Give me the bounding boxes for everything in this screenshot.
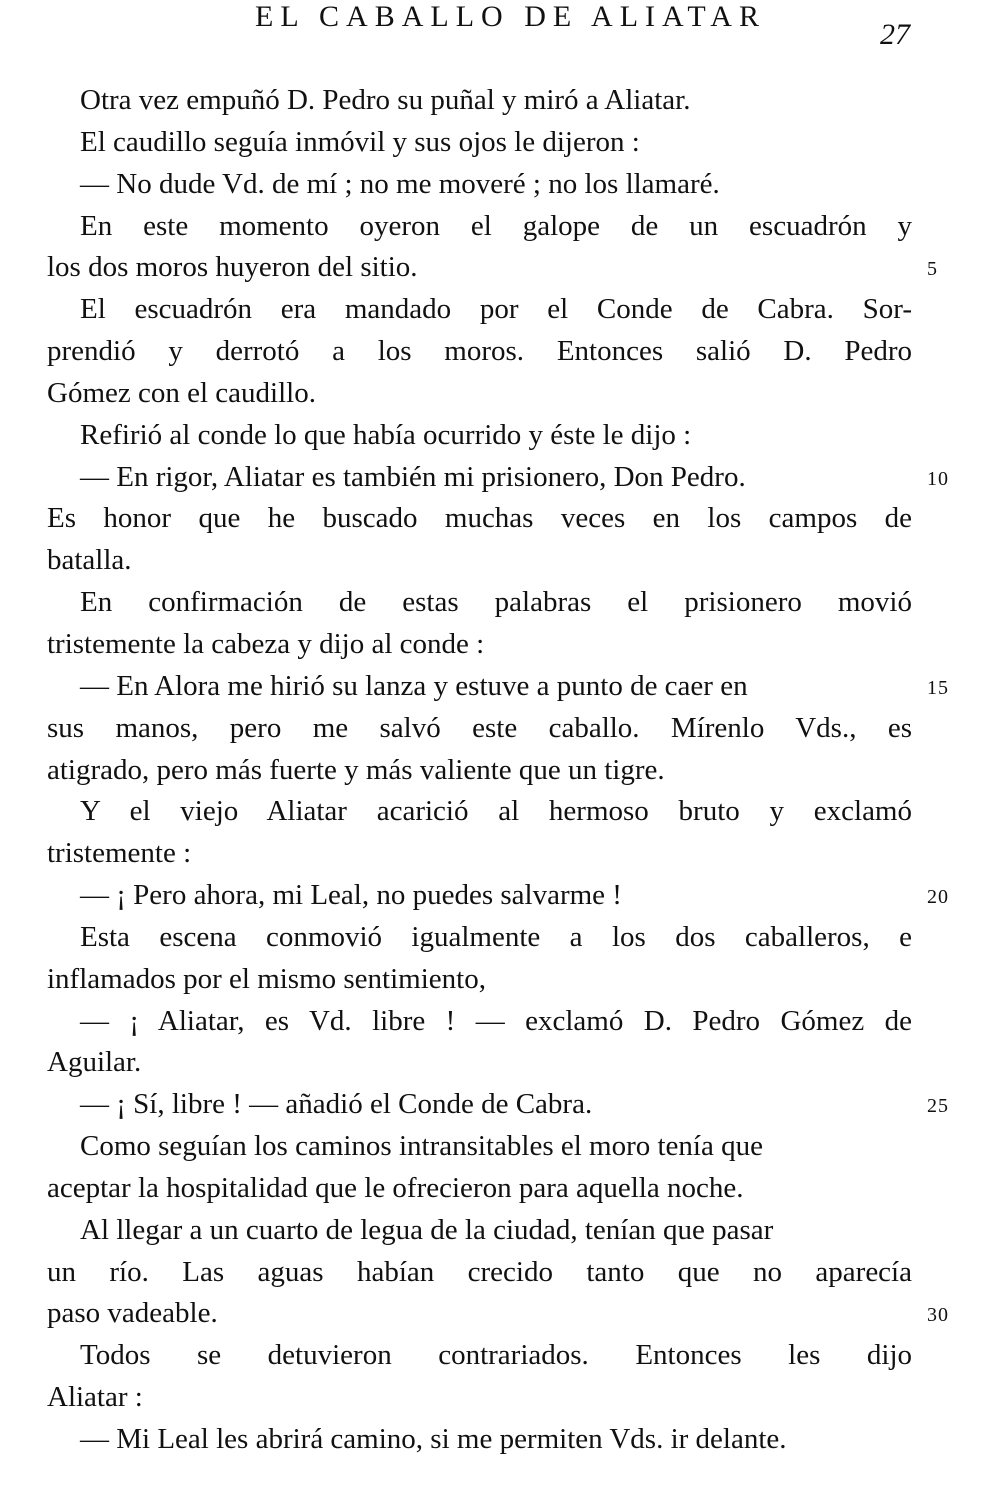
text-line: El escuadrón era mandado por el Conde de Cabra. Sor- [80,293,912,326]
text-line: inflamados por el mismo sentimiento, [47,962,486,995]
text-line: Y el viejo Aliatar acarició al hermoso bruto y exclamó [80,795,912,828]
text-line: paso vadeable. 30 [47,1293,912,1335]
text-line: aceptar la hospitalidad que le ofrecieron para aquella noche. [47,1171,744,1204]
text-line: Gómez con el caudillo. [47,376,316,409]
text-line: tristemente : [47,837,192,870]
text-line: Otra vez empuñó D. Pedro su puñal y miró a Aliatar. [80,84,691,116]
text-line: un río. Las aguas habían crecido tanto que no aparecía [47,1255,912,1288]
text-line: — Mi Leal les abrirá camino, si me permiten Vds. ir delante. [80,1423,787,1455]
body-text [47,80,949,1461]
line-number: 20 [927,886,949,909]
text-line: Aliatar : [47,1381,143,1414]
text-line: El caudillo seguía inmóvil y sus ojos le dijeron : [80,125,640,158]
line-number: 15 [927,676,949,699]
line-number: 10 [927,467,949,490]
line-number: 30 [927,1304,949,1327]
text-line: Todos se detuvieron contrariados. Entonces les dijo [80,1339,912,1372]
text-line: — En rigor, Aliatar es también mi prisionero, Don Pedro. 10 [47,457,912,499]
text-line: Es honor que he buscado muchas veces en los campos de [47,502,912,535]
page-number: 27 [880,18,910,51]
text-line: batalla. [47,544,132,577]
text-line: sus manos, pero me salvó este caballo. Mírenlo Vds., es [47,711,912,744]
text-line: Refirió al conde lo que había ocurrido y éste le dijo : [80,418,692,451]
text-line: prendió y derrotó a los moros. Entonces salió D. Pedro [47,335,912,368]
text-line: los dos moros huyeron del sitio. 5 [47,247,912,289]
text-line: Al llegar a un cuarto de legua de la ciudad, tenían que pasar [80,1213,774,1246]
line-number: 5 [927,258,938,281]
text-line: — No dude Vd. de mí ; no me moveré ; no los llamaré. [80,167,720,200]
text-line: En este momento oyeron el galope de un escuadrón y [80,209,912,242]
text-line: En confirmación de estas palabras el prisionero movió [80,586,912,619]
text-line: Aguilar. [47,1046,142,1079]
text-line: atigrado, pero más fuerte y más valiente que un tigre. [47,753,665,786]
running-head [255,0,766,48]
text-line: — En Alora me hirió su lanza y estuve a punto de caer en 15 [47,666,912,708]
text-line: Como seguían los caminos intransitables el moro tenía que [80,1130,763,1163]
text-line: tristemente la cabeza y dijo al conde : [47,627,485,660]
running-title: EL CABALLO DE ALIATAR [255,0,766,33]
line-number: 25 [927,1095,949,1118]
text-line: — ¡ Aliatar, es Vd. libre ! — exclamó D. Pedro Gómez de [80,1004,912,1037]
text-line: — ¡ Pero ahora, mi Leal, no puedes salvarme ! 20 [47,875,912,917]
text-line: — ¡ Sí, libre ! — añadió el Conde de Cabra. 25 [47,1084,912,1126]
text-line: Esta escena conmovió igualmente a los dos caballeros, e [80,920,912,953]
